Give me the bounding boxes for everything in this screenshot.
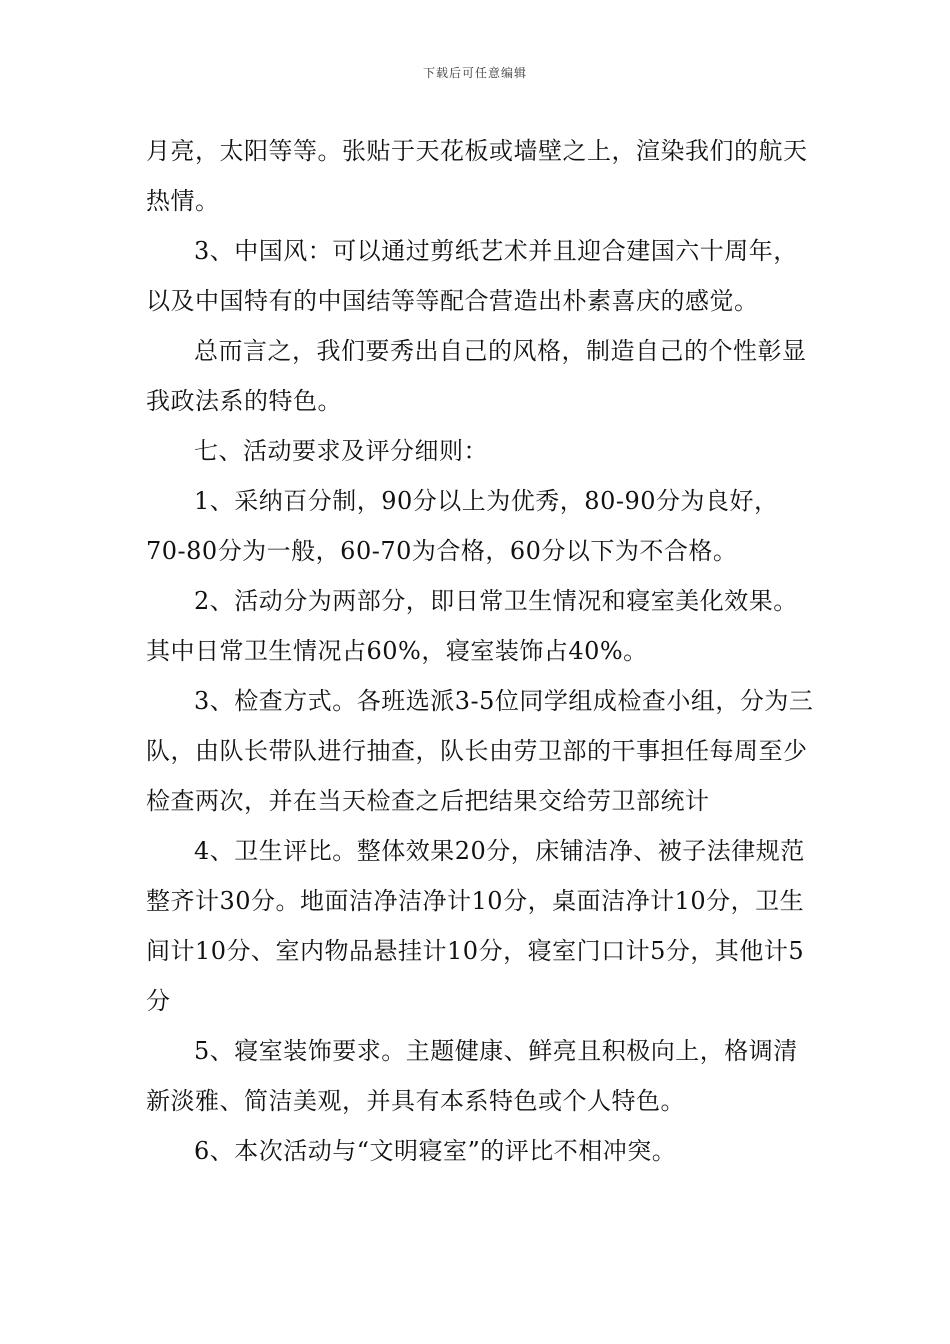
paragraph: 总而言之，我们要秀出自己的风格，制造自己的个性彰显我政法系的特色。 [146, 337, 807, 415]
paragraph: 6、本次活动与“文明寝室”的评比不相冲突。 [194, 1137, 677, 1165]
paragraph: 4、卫生评比。整体效果20分，床铺洁净、被子法律规范整齐计30分。地面洁净洁净计10分，桌面洁净计10分，卫生间计10分、室内物品悬挂计10分，寝室门口计5分，其他计5分 [146, 837, 805, 1015]
section-heading: 七、活动要求及评分细则： [194, 437, 488, 465]
page-header: 下载后可任意编辑 [422, 66, 527, 80]
paragraph: 3、中国风：可以通过剪纸艺术并且迎合建国六十周年，以及中国特有的中国结等等配合营造出朴素喜庆的感觉。 [146, 237, 798, 315]
paragraph: 月亮，太阳等等。张贴于天花板或墙壁之上，渲染我们的航天热情。 [146, 137, 808, 215]
paragraph: 1、采纳百分制，90分以上为优秀，80-90分为良好，70-80分为一般，60-70为合格，60分以下为不合格。 [146, 487, 779, 565]
paragraph: 5、寝室装饰要求。主题健康、鲜亮且积极向上，格调清新淡雅、简洁美观，并具有本系特色或个人特色。 [146, 1037, 798, 1115]
document-body [146, 126, 816, 1176]
paragraph: 2、活动分为两部分，即日常卫生情况和寝室美化效果。其中日常卫生情况占60%，寝室装饰占40%。 [146, 587, 798, 665]
paragraph: 3、检查方式。各班选派3-5位同学组成检查小组，分为三队，由队长带队进行抽查，队长由劳卫部的干事担任每周至少检查两次，并在当天检查之后把结果交给劳卫部统计 [146, 687, 814, 815]
